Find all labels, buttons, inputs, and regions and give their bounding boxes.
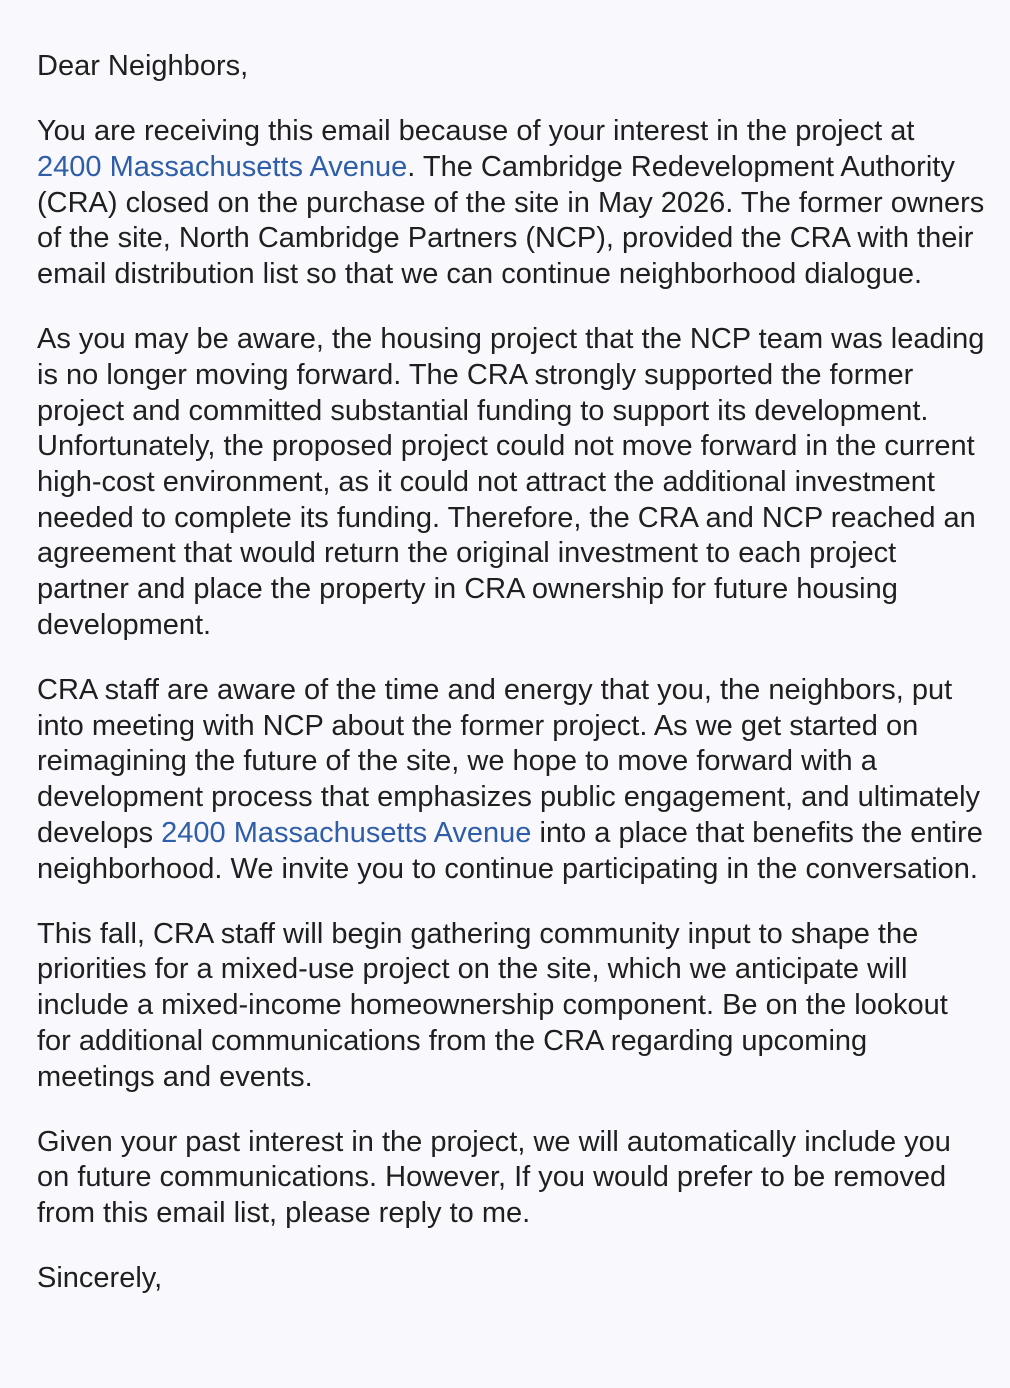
paragraph-community-input: This fall, CRA staff will begin gathering community input to shape the priorities for a mixed-use project on the site, which we anticipate will include a mixed-income homeownership component. Be on the lookout for additional communications from the CRA regarding upcoming meetings and events. (37, 917, 948, 1093)
paragraph-project-status: As you may be aware, the housing project that the NCP team was leading is no longer moving forward. The CRA strongly supported the former project and committed substantial funding to support its development. Unfortunately, the proposed project could not move forward in the current high-cost environment, as it could not attract the additional investment needed to complete its funding. Therefore, the CRA and NCP reached an agreement that would return the original investment to each project partner and place the property in CRA ownership for future housing development. (37, 323, 985, 641)
paragraph-mailing-list: Given your past interest in the project, we will automatically include you on future communications. However, If you would prefer to be removed from this email list, please reply to me. (37, 1125, 951, 1230)
paragraph-intro-text-end: . The Cambridge Redevelopment Authority (CRA) closed on the purchase of the site in May 2026. The former owners of the site, North Cambridge Partners (NCP), provided the CRA with their email distribution list so that we can continue neighborhood dialogue. (37, 150, 985, 291)
paragraph-intro (37, 114, 986, 293)
paragraph-engagement-text-start: CRA staff are aware of the time and energy that you, the neighbors, put into meeting with NCP about the former project. As we get started on reimagining the future of the site, we hope to move forward with a development process that emphasizes public engagement, and ultimately develops (37, 674, 981, 849)
address-link[interactable]: 2400 Massachusetts Avenue (161, 816, 532, 849)
paragraph-engagement-text-end: into a place that benefits the entire neighborhood. We invite you to continue participating in the conversation. (37, 816, 983, 885)
closing: Sincerely, (37, 1262, 163, 1295)
greeting: Dear Neighbors, (37, 50, 249, 82)
address-link[interactable]: 2400 Massachusetts Avenue (37, 150, 408, 183)
paragraph-intro-text-start: You are receiving this email because of your interest in the project at (37, 115, 915, 148)
paragraph-engagement (37, 673, 986, 887)
